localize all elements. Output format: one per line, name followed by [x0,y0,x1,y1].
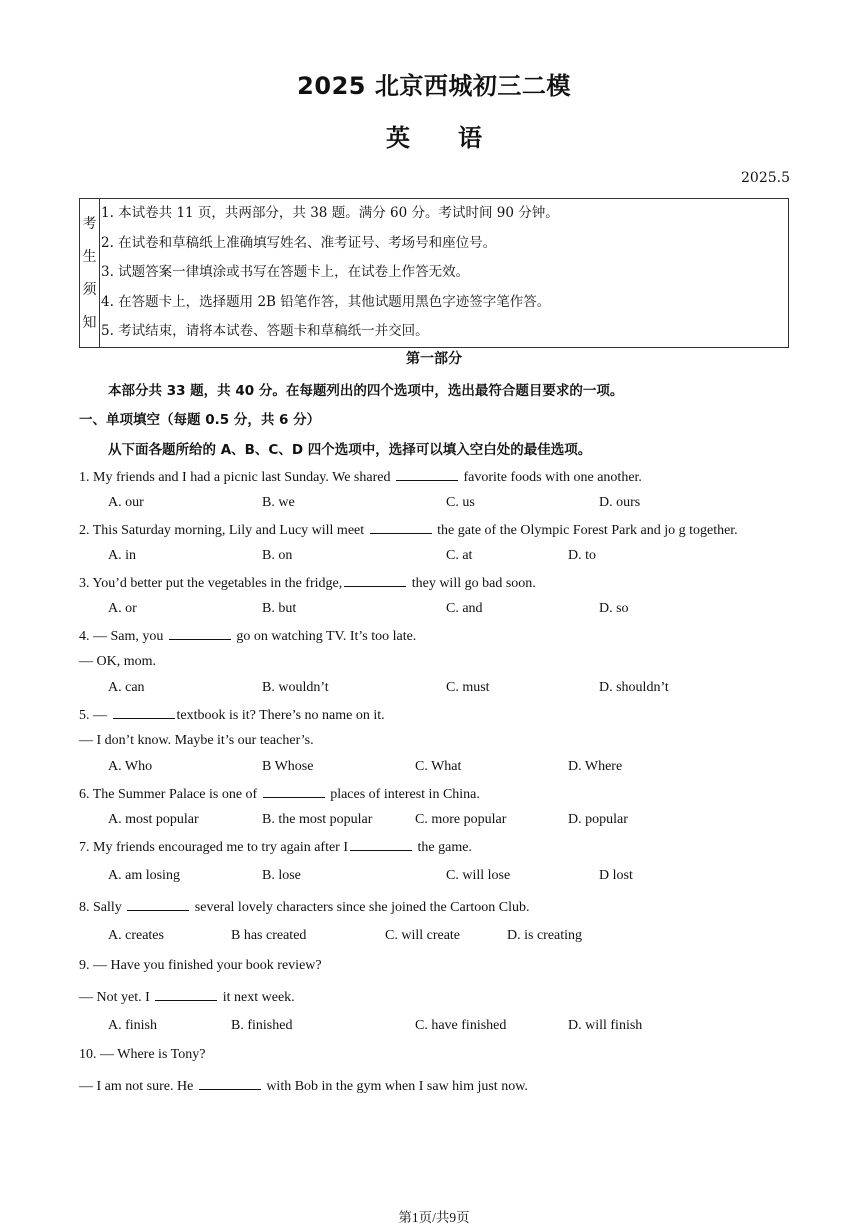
question-text: favorite foods with one another. [463,470,642,485]
answer-blank [344,574,406,587]
notice-label-char: 知 [82,314,97,331]
option-d: D lost [599,868,633,883]
answer-blank [199,1077,261,1090]
option-d: D. to [568,548,596,563]
question-5 [79,706,385,724]
answer-blank [169,627,231,640]
question-text: 6. The Summer Palace is one of [79,787,258,802]
option-a: A. or [108,601,137,616]
answer-blank [396,468,458,481]
option-c: C. more popular [415,812,507,827]
subject-title: 英语 [386,124,530,152]
question-10: 10. — Where is Tony? [79,1047,206,1062]
option-a: A. creates [108,928,164,943]
option-d: D. popular [568,812,628,827]
notice-item: 4. 在答题卡上，选择题用 2B 铅笔作答，其他试题用黑色字迹签字笔作答。 [101,293,551,310]
option-c: C. must [446,680,490,695]
question-text: 3. You’d better put the vegetables in the fridge, [79,576,343,591]
option-c: C. us [446,495,475,510]
option-b: B. the most popular [262,812,373,827]
question-text: with Bob in the gym when I saw him just now. [266,1079,528,1094]
answer-blank [127,898,189,911]
option-a: A. most popular [108,812,199,827]
option-a: A. can [108,680,145,695]
option-b: B. finished [231,1018,293,1033]
question-text: — I am not sure. He [79,1079,194,1094]
question-text: — Not yet. I [79,990,150,1005]
question-9-reply [79,988,295,1006]
answer-blank [155,988,217,1001]
question-text: go on watching TV. It’s too late. [236,629,417,644]
question-7 [79,838,472,856]
option-b: B. we [262,495,295,510]
option-c: C. and [446,601,483,616]
question-10-reply [79,1077,528,1095]
exam-title: 2025 北京西城初三二模 [297,72,571,100]
option-b: B has created [231,928,307,943]
section-title: 一、单项填空（每题 0.5 分，共 6 分） [79,412,321,428]
question-8 [79,898,530,916]
answer-blank [263,785,325,798]
question-text: the game. [417,840,472,855]
notice-item: 2. 在试卷和草稿纸上准确填写姓名、准考证号、考场号和座位号。 [101,234,497,251]
option-a: A. Who [108,759,153,774]
question-4-reply: — OK, mom. [79,654,156,669]
question-text: the gate of the Olympic Forest Park and jo g together. [437,523,738,538]
notice-item: 3. 试题答案一律填涂或书写在答题卡上，在试卷上作答无效。 [101,264,470,281]
part-title: 第一部分 [406,351,462,367]
option-d: D. so [599,601,629,616]
option-d: D. is creating [507,928,583,943]
question-5-reply: — I don’t know. Maybe it’s our teacher’s. [79,733,314,748]
question-text: 1. My friends and I had a picnic last Sunday. We shared [79,470,391,485]
section-instructions: 从下面各题所给的 A、B、C、D 四个选项中，选择可以填入空白处的最佳选项。 [108,442,592,458]
question-text: 5. — [79,708,107,723]
option-d: D. will finish [568,1018,643,1033]
notice-label-char: 须 [82,281,97,298]
notice-label-char: 生 [82,248,97,265]
answer-blank [370,521,432,534]
question-text: textbook is it? There’s no name on it. [176,708,385,723]
option-d: D. shouldn’t [599,680,669,695]
option-c: C. will lose [446,868,511,883]
option-b: B. wouldn’t [262,680,329,695]
question-6 [79,785,480,803]
notice-label [80,199,100,347]
question-text: places of interest in China. [330,787,480,802]
option-a: A. finish [108,1018,157,1033]
option-c: C. What [415,759,462,774]
option-d: D. Where [568,759,623,774]
option-d: D. ours [599,495,641,510]
question-4 [79,627,416,645]
option-a: A. am losing [108,868,180,883]
option-b: B. on [262,548,293,563]
question-text: they will go bad soon. [411,576,536,591]
question-text: several lovely characters since she joined the Cartoon Club. [194,900,530,915]
notice-item: 1. 本试卷共 11 页，共两部分，共 38 题。满分 60 分。考试时间 90 分钟。 [101,205,559,221]
option-b: B Whose [262,759,314,774]
part-intro: 本部分共 33 题，共 40 分。在每题列出的四个选项中，选出最符合题目要求的一项。 [108,383,624,399]
page-number: 第1页/共9页 [398,1210,470,1225]
option-a: A. our [108,495,144,510]
notice-label-char: 考 [82,215,97,232]
answer-blank [113,706,175,719]
option-a: A. in [108,548,136,563]
notice-item: 5. 考试结束，请将本试卷、答题卡和草稿纸一并交回。 [101,323,429,340]
question-1 [79,468,642,486]
question-text: 4. — Sam, you [79,629,164,644]
option-c: C. have finished [415,1018,507,1033]
notice-items [100,199,788,347]
question-text: 2. This Saturday morning, Lily and Lucy will meet [79,523,365,538]
question-2 [79,521,738,539]
option-b: B. lose [262,868,301,883]
option-b: B. but [262,601,297,616]
option-c: C. will create [385,928,461,943]
answer-blank [350,838,412,851]
question-text: it next week. [222,990,295,1005]
question-text: 7. My friends encouraged me to try again after I [79,840,349,855]
candidate-notice-box [79,198,789,348]
question-3 [79,574,536,592]
option-c: C. at [446,548,473,563]
question-text: 8. Sally [79,900,122,915]
exam-date: 2025.5 [741,170,790,186]
question-9: 9. — Have you finished your book review? [79,958,322,973]
